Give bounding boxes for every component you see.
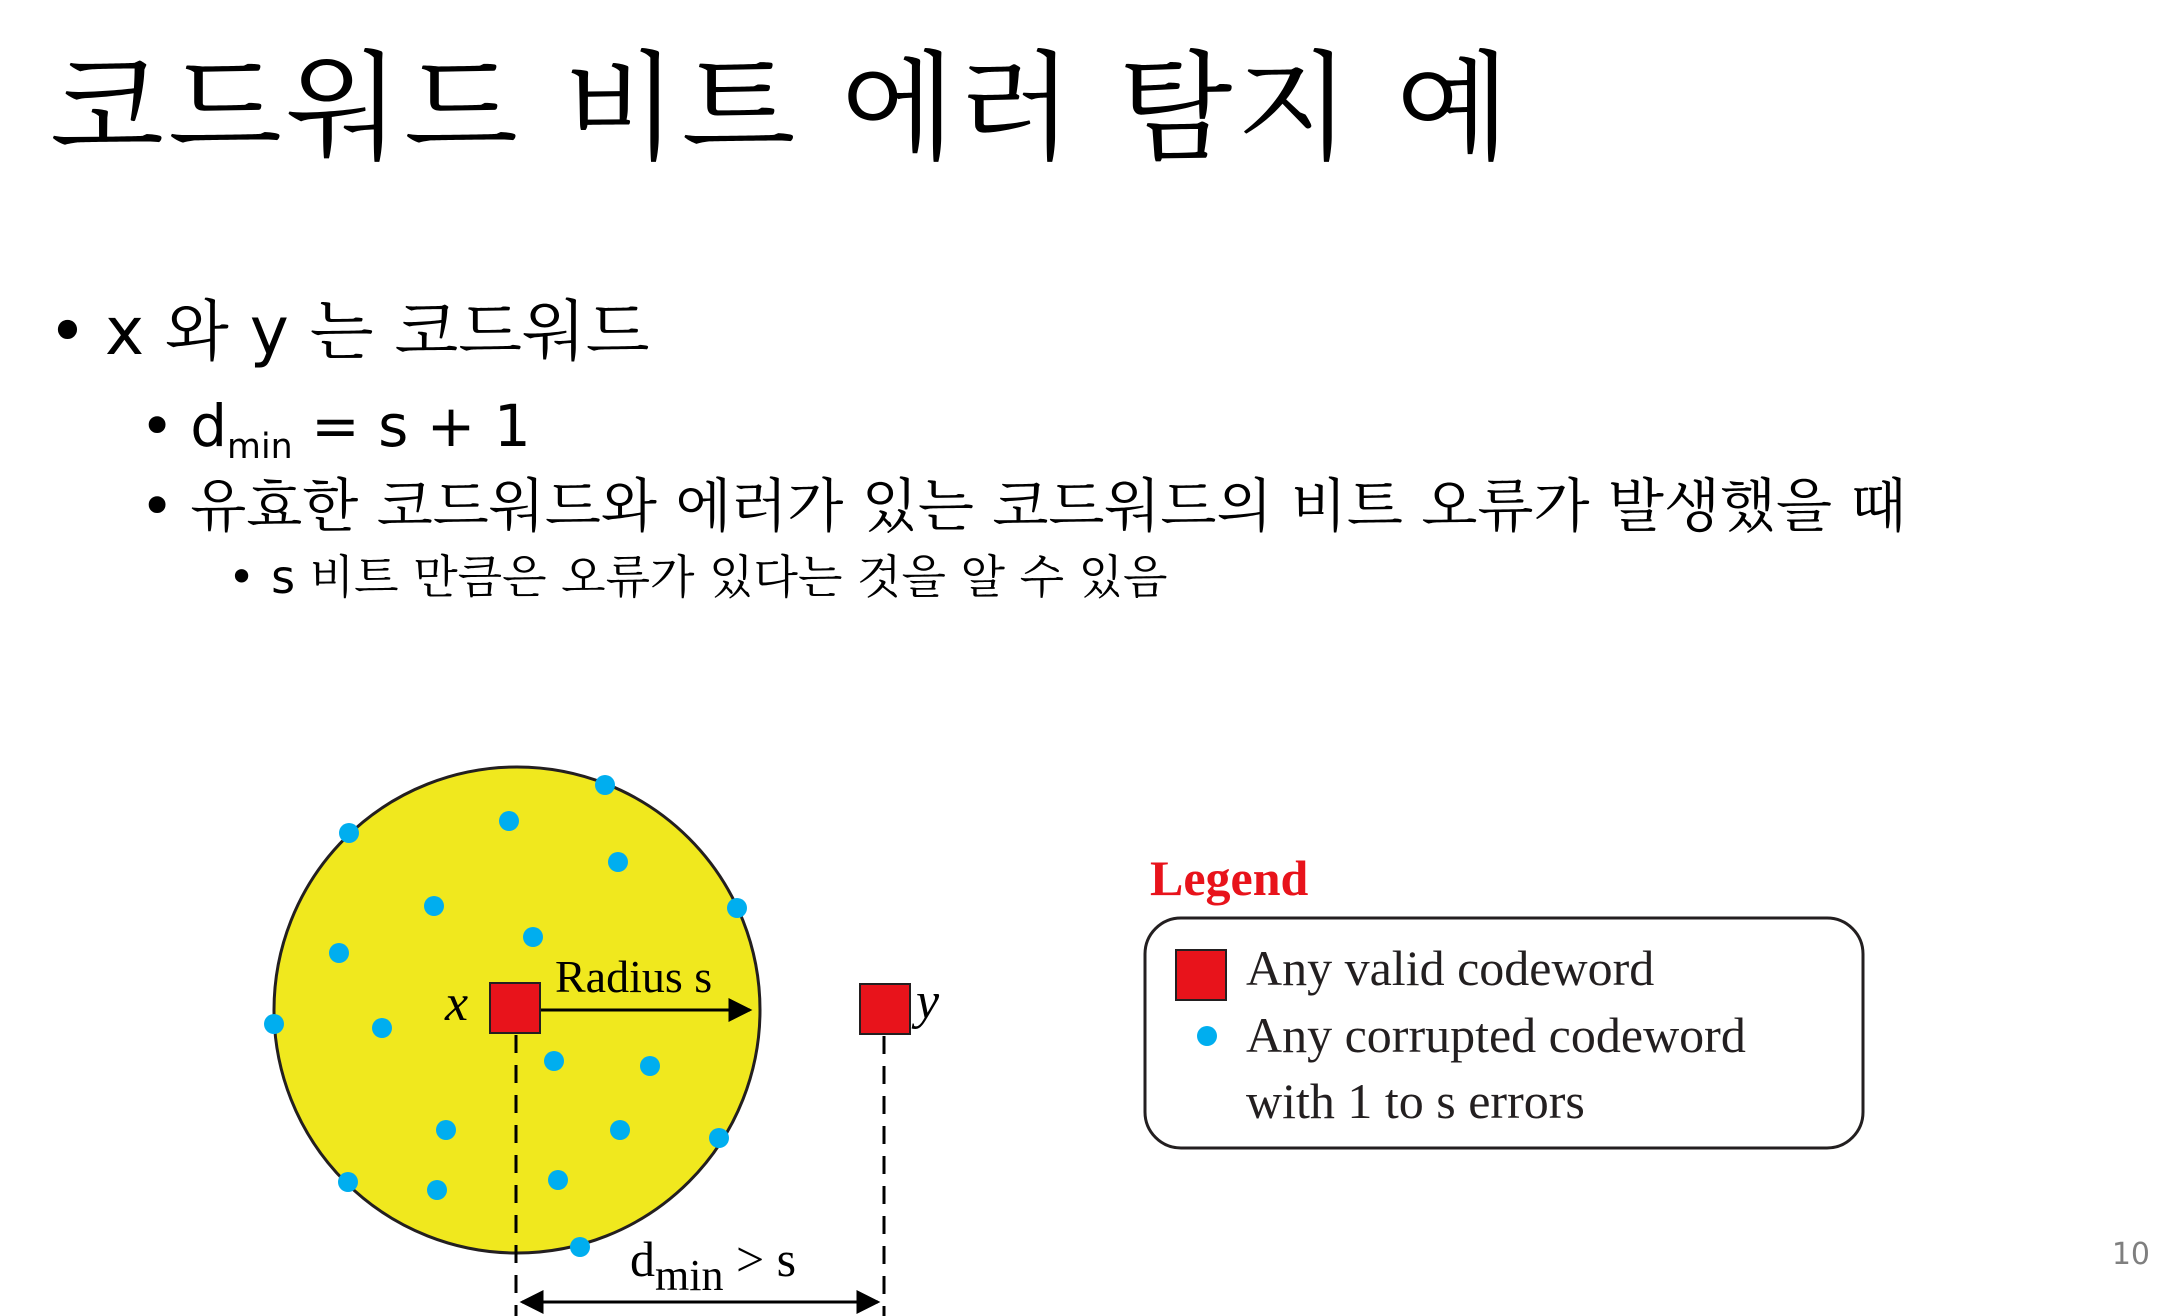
corrupted-codeword-dot <box>544 1051 564 1071</box>
radius-label: Radius s <box>555 951 713 1002</box>
dmin-d: d <box>190 392 228 460</box>
dmin-label <box>630 1231 796 1300</box>
dmin-label-sub: min <box>655 1251 724 1300</box>
dmin-label-rest: > s <box>723 1231 797 1287</box>
corrupted-codeword-dot <box>610 1120 630 1140</box>
corrupted-codeword-dot <box>499 811 519 831</box>
slide-title: 코드워드 비트 에러 탐지 예 <box>50 39 1514 177</box>
bullet-text: x 와 y 는 코드워드 <box>104 293 650 370</box>
corrupted-codeword-dot <box>329 943 349 963</box>
corrupted-codeword-dot <box>264 1014 284 1034</box>
corrupted-codeword-dot <box>424 896 444 916</box>
legend-corrupted-swatch <box>1197 1026 1217 1046</box>
corrupted-codeword-dot <box>523 927 543 947</box>
corrupted-codeword-dot <box>339 823 359 843</box>
bullet-text: s 비트 만큼은 오류가 있다는 것을 알 수 있음 <box>271 550 1168 604</box>
codeword-y <box>860 984 910 1034</box>
bullet-marker: • <box>140 392 175 460</box>
codeword-x <box>490 983 540 1033</box>
corrupted-codeword-dot <box>640 1056 660 1076</box>
page-number: 10 <box>2111 1237 2150 1272</box>
bullet-marker: • <box>140 472 175 540</box>
dmin-subscript: min <box>227 427 293 468</box>
corrupted-codeword-dot <box>709 1128 729 1148</box>
legend-valid-label: Any valid codeword <box>1246 940 1655 996</box>
corrupted-codeword-dot <box>372 1018 392 1038</box>
legend-valid-swatch <box>1176 950 1226 1000</box>
corrupted-codeword-dot <box>436 1120 456 1140</box>
codeword-x-label: x <box>445 975 469 1032</box>
corrupted-codeword-dot <box>548 1170 568 1190</box>
legend-corrupted-label-line2: with 1 to s errors <box>1246 1073 1585 1129</box>
bullet-text: 유효한 코드워드와 에러가 있는 코드워드의 비트 오류가 발생했을 때 <box>190 472 1907 540</box>
legend-corrupted-label-line1: Any corrupted codeword <box>1246 1007 1746 1063</box>
dmin-rest: = s + 1 <box>292 392 531 460</box>
corrupted-codeword-dot <box>595 775 615 795</box>
corrupted-codeword-dot <box>570 1237 590 1257</box>
corrupted-codeword-dot <box>608 852 628 872</box>
corrupted-codeword-dot <box>427 1180 447 1200</box>
legend-title: Legend <box>1150 850 1309 906</box>
corrupted-codeword-dot <box>727 898 747 918</box>
bullet-marker: • <box>48 293 87 370</box>
dmin-label-d: d <box>630 1231 655 1287</box>
codeword-y-label: y <box>916 973 940 1030</box>
corrupted-codeword-dot <box>338 1172 358 1192</box>
bullet-marker: • <box>228 550 256 604</box>
